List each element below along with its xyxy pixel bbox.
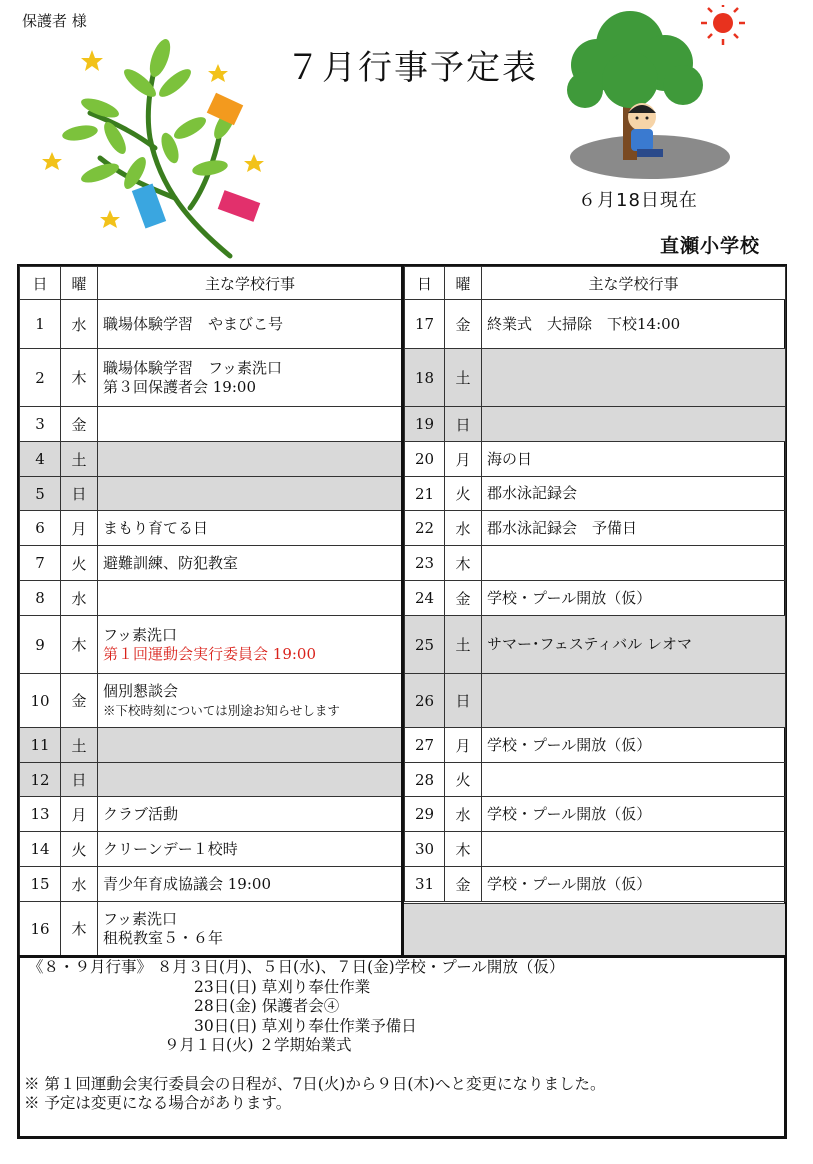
event-text: 避難訓練、防犯教室 <box>103 553 239 572</box>
events-cell <box>482 581 786 616</box>
event-text: 学校・プール開放（仮） <box>487 735 652 754</box>
tanabata-bamboo-icon <box>40 38 270 263</box>
notes-line-6: ※ 第１回運動会実行委員会の日程が、7日(火)から９日(木)へと変更になりました。 <box>24 1074 606 1093</box>
table-row <box>20 832 403 867</box>
weekday-cell: 月 <box>445 442 482 477</box>
weekday-cell: 火 <box>445 763 482 797</box>
notes-line-7: ※ 予定は変更になる場合があります。 <box>24 1094 292 1112</box>
event-text: 職場体験学習 やまびこ号 <box>103 314 284 333</box>
day-cell: 31 <box>405 867 445 902</box>
event-text: 郡水泳記録会 <box>487 484 578 502</box>
table-row <box>405 546 786 581</box>
weekday-cell: 月 <box>61 797 98 832</box>
event-text: 学校・プール開放（仮） <box>487 874 652 893</box>
events-cell <box>98 763 403 797</box>
event-text: まもり育てる日 <box>103 518 209 537</box>
day-cell: 6 <box>20 511 61 546</box>
event-text: ※下校時刻については別途お知らせします <box>103 702 340 718</box>
notes-line-1: 《８・９月行事》 ８月３日(月)、５日(水)、７日(金)学校・プール開放（仮） <box>28 958 565 976</box>
events-cell <box>98 728 403 763</box>
events-cell <box>98 300 403 349</box>
table-row <box>20 728 403 763</box>
table-row <box>405 674 786 728</box>
school-name: 直瀬小学校 <box>660 235 761 257</box>
events-cell <box>482 300 786 349</box>
header-day: 日 <box>20 267 61 300</box>
weekday-cell: 金 <box>445 867 482 902</box>
events-cell <box>482 546 786 581</box>
table-row <box>20 867 403 902</box>
header-events: 主な学校行事 <box>98 267 403 300</box>
events-cell <box>98 867 403 902</box>
events-cell <box>482 442 786 477</box>
weekday-cell: 日 <box>61 477 98 511</box>
events-cell <box>98 546 403 581</box>
day-cell: 10 <box>20 674 61 728</box>
event-text: フッ素洗口 <box>103 909 177 928</box>
table-row <box>20 442 403 477</box>
weekday-cell: 土 <box>61 442 98 477</box>
events-cell <box>98 674 403 728</box>
day-cell: 28 <box>405 763 445 797</box>
weekday-cell: 金 <box>61 674 98 728</box>
events-cell <box>98 349 403 407</box>
table-row <box>20 763 403 797</box>
table-row <box>405 867 786 902</box>
day-cell: 26 <box>405 674 445 728</box>
table-row <box>20 902 403 956</box>
table-row <box>405 728 786 763</box>
events-cell <box>98 902 403 956</box>
table-row <box>405 832 786 867</box>
events-cell <box>98 616 403 674</box>
as-of-date: ６月18日現在 <box>578 190 698 211</box>
weekday-cell: 金 <box>445 300 482 349</box>
event-text: サマー･フェスティバル レオマ <box>487 635 693 653</box>
day-cell: 4 <box>20 442 61 477</box>
day-cell: 18 <box>405 349 445 407</box>
events-cell <box>98 511 403 546</box>
events-cell <box>482 797 786 832</box>
events-cell <box>482 867 786 902</box>
table-row <box>20 581 403 616</box>
events-cell <box>98 797 403 832</box>
notes-line-2: 23日(日) 草刈り奉仕作業 <box>194 977 371 996</box>
events-cell <box>482 477 786 511</box>
event-text: 職場体験学習 フッ素洗口 <box>103 358 282 377</box>
table-row <box>20 797 403 832</box>
header-events: 主な学校行事 <box>482 267 786 300</box>
weekday-cell: 月 <box>445 728 482 763</box>
notes-line-5: ９月１日(火) ２学期始業式 <box>164 1036 352 1054</box>
day-cell: 22 <box>405 511 445 546</box>
table-row <box>20 477 403 511</box>
events-cell <box>482 511 786 546</box>
notes-section <box>24 958 779 1114</box>
events-cell <box>482 832 786 867</box>
event-text: 学校・プール開放（仮） <box>487 804 652 823</box>
table-row <box>405 442 786 477</box>
weekday-cell: 水 <box>61 581 98 616</box>
day-cell: 19 <box>405 407 445 442</box>
event-text: 青少年育成協議会 19:00 <box>103 874 271 893</box>
event-text: 海の日 <box>487 449 533 468</box>
table-row <box>405 349 786 407</box>
event-text: 租税教室５・６年 <box>103 928 224 947</box>
notes-line-3: 28日(金) 保護者会④ <box>194 997 340 1015</box>
header-weekday: 曜 <box>61 267 98 300</box>
event-text: 終業式 大掃除 下校14:00 <box>487 314 681 333</box>
schedule-table-left <box>19 266 403 956</box>
weekday-cell: 土 <box>61 728 98 763</box>
day-cell: 7 <box>20 546 61 581</box>
day-cell: 1 <box>20 300 61 349</box>
event-text: 第３回保護者会 19:00 <box>103 377 256 396</box>
table-row <box>405 477 786 511</box>
table-row <box>20 674 403 728</box>
events-cell <box>482 763 786 797</box>
events-cell <box>482 407 786 442</box>
weekday-cell: 木 <box>445 832 482 867</box>
day-cell: 2 <box>20 349 61 407</box>
event-text: クリーンデー１校時 <box>103 839 238 858</box>
weekday-cell: 金 <box>445 581 482 616</box>
events-cell <box>482 728 786 763</box>
day-cell: 25 <box>405 616 445 674</box>
day-cell: 29 <box>405 797 445 832</box>
table-row <box>20 616 403 674</box>
table-row <box>20 407 403 442</box>
table-row <box>405 763 786 797</box>
weekday-cell: 火 <box>445 477 482 511</box>
weekday-cell: 木 <box>61 616 98 674</box>
event-text: クラブ活動 <box>103 804 179 823</box>
table-row <box>405 407 786 442</box>
events-cell <box>98 581 403 616</box>
empty-cell-filler <box>404 903 785 956</box>
weekday-cell: 土 <box>445 349 482 407</box>
events-cell <box>482 616 786 674</box>
event-text: 第１回運動会実行委員会 19:00 <box>103 644 316 663</box>
weekday-cell: 水 <box>61 300 98 349</box>
weekday-cell: 月 <box>61 511 98 546</box>
table-row <box>405 581 786 616</box>
addressee: 保護者 様 <box>22 12 87 30</box>
day-cell: 21 <box>405 477 445 511</box>
events-cell <box>482 674 786 728</box>
table-row <box>20 511 403 546</box>
header-weekday: 曜 <box>445 267 482 300</box>
boy-under-tree-icon <box>565 5 745 185</box>
day-cell: 15 <box>20 867 61 902</box>
day-cell: 8 <box>20 581 61 616</box>
table-row <box>405 300 786 349</box>
table-row <box>20 349 403 407</box>
day-cell: 3 <box>20 407 61 442</box>
event-text: 個別懇談会 <box>103 681 179 700</box>
header-day: 日 <box>405 267 445 300</box>
notes-line-4: 30日(日) 草刈り奉仕作業予備日 <box>194 1016 417 1035</box>
day-cell: 20 <box>405 442 445 477</box>
day-cell: 16 <box>20 902 61 956</box>
events-cell <box>98 407 403 442</box>
weekday-cell: 水 <box>445 511 482 546</box>
events-cell <box>98 477 403 511</box>
event-text: 学校・プール開放（仮） <box>487 588 652 607</box>
table-row <box>20 546 403 581</box>
table-row <box>405 616 786 674</box>
event-text: フッ素洗口 <box>103 625 177 644</box>
table-row <box>405 511 786 546</box>
weekday-cell: 火 <box>61 832 98 867</box>
day-cell: 14 <box>20 832 61 867</box>
day-cell: 11 <box>20 728 61 763</box>
page-title: ７月行事予定表 <box>286 48 538 88</box>
weekday-cell: 木 <box>61 902 98 956</box>
events-cell <box>98 442 403 477</box>
table-row <box>405 797 786 832</box>
weekday-cell: 木 <box>61 349 98 407</box>
day-cell: 12 <box>20 763 61 797</box>
events-cell <box>482 349 786 407</box>
event-text: 郡水泳記録会 予備日 <box>487 518 638 537</box>
weekday-cell: 金 <box>61 407 98 442</box>
day-cell: 23 <box>405 546 445 581</box>
day-cell: 17 <box>405 300 445 349</box>
schedule-table-right <box>404 266 786 902</box>
weekday-cell: 日 <box>445 674 482 728</box>
weekday-cell: 水 <box>61 867 98 902</box>
day-cell: 9 <box>20 616 61 674</box>
table-row <box>20 300 403 349</box>
weekday-cell: 日 <box>61 763 98 797</box>
day-cell: 30 <box>405 832 445 867</box>
weekday-cell: 火 <box>61 546 98 581</box>
day-cell: 27 <box>405 728 445 763</box>
events-cell <box>98 832 403 867</box>
day-cell: 24 <box>405 581 445 616</box>
weekday-cell: 木 <box>445 546 482 581</box>
day-cell: 5 <box>20 477 61 511</box>
weekday-cell: 日 <box>445 407 482 442</box>
weekday-cell: 水 <box>445 797 482 832</box>
weekday-cell: 土 <box>445 616 482 674</box>
day-cell: 13 <box>20 797 61 832</box>
